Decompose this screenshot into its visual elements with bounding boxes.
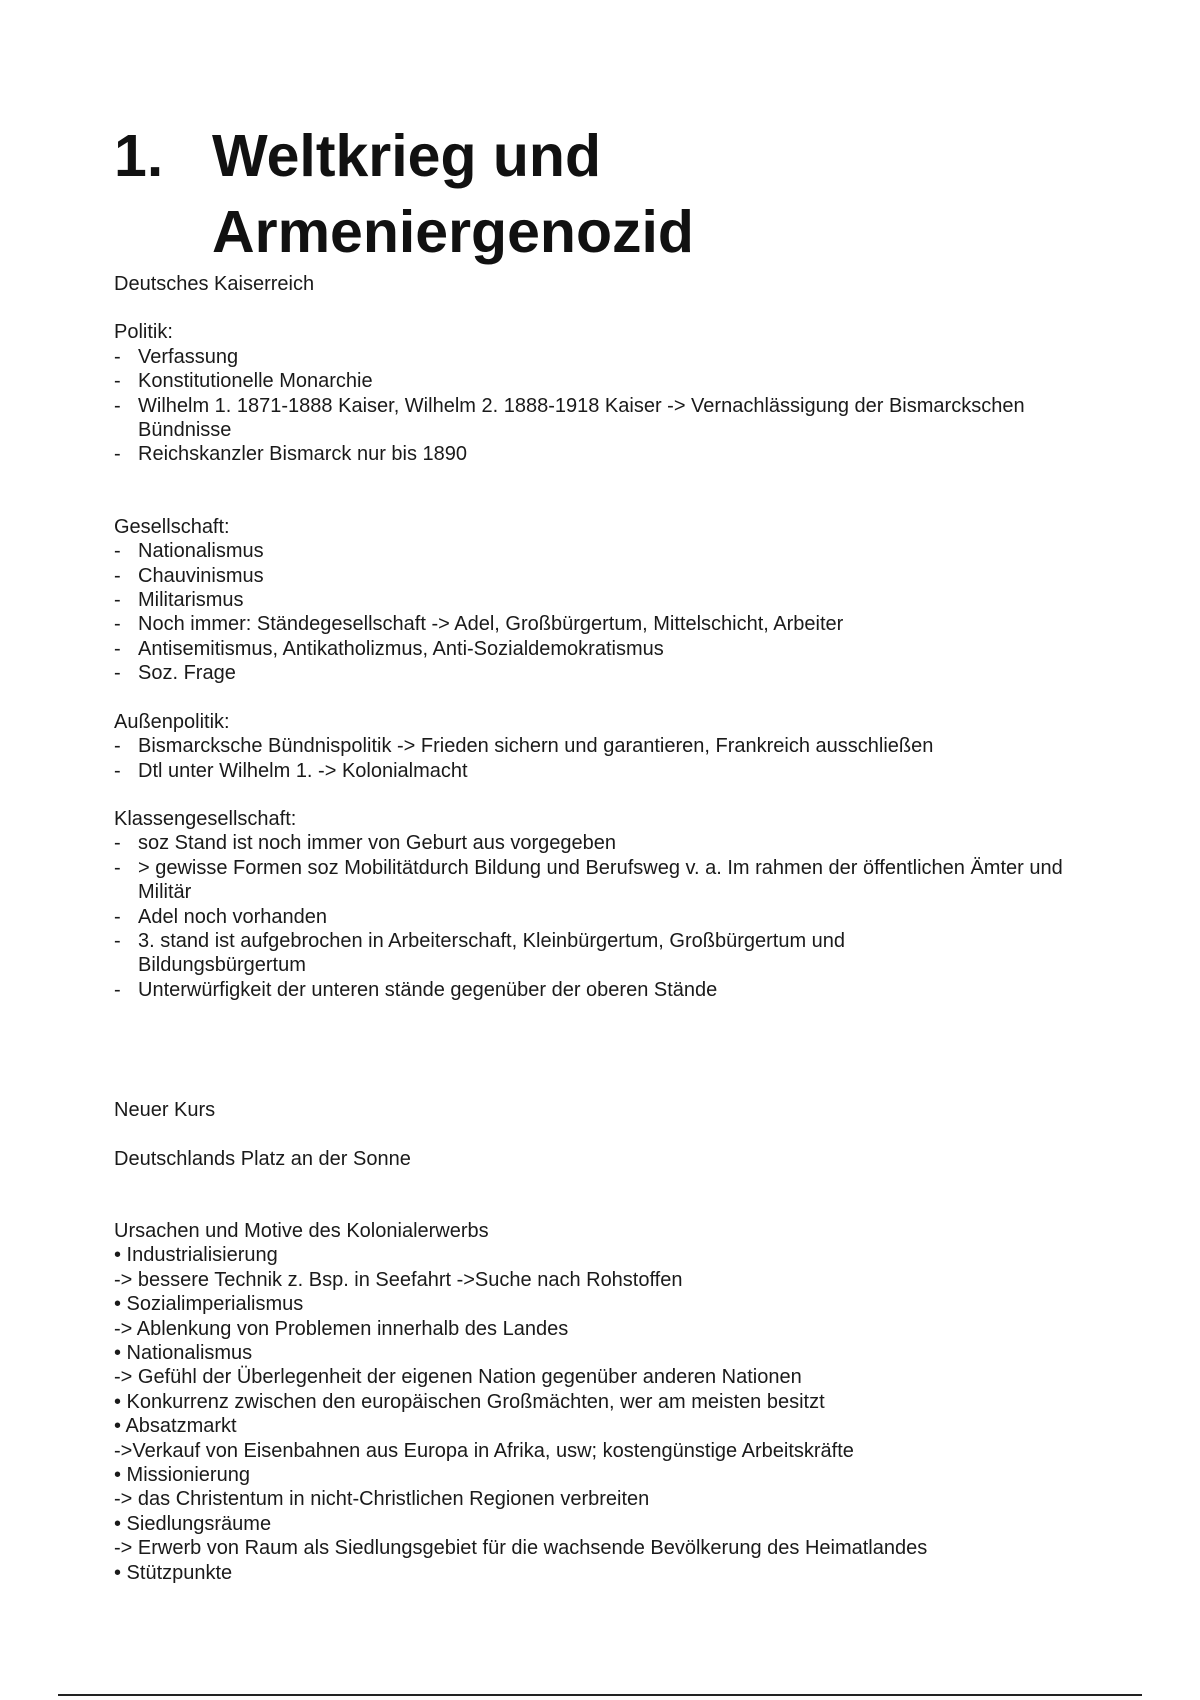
dash-mark: - — [114, 345, 121, 368]
dash-mark: - — [114, 905, 121, 928]
dash-mark: - — [114, 443, 121, 466]
dash-mark: - — [114, 832, 121, 855]
list-item: - 3. stand ist aufgebrochen in Arbeiterschaft, Kleinbürgertum, Großbürgertum und Bildungsbürgertum — [114, 929, 846, 977]
section-politik — [114, 320, 1114, 466]
bullet-list — [114, 539, 1114, 685]
cause-bullet: • Siedlungsräume — [114, 1512, 272, 1535]
dash-mark: - — [114, 589, 121, 612]
document-body — [114, 272, 1114, 1585]
list-item: - Nationalismus — [114, 540, 264, 563]
dash-mark: - — [114, 613, 121, 636]
title-line-2: Armeniergenozid — [212, 199, 694, 265]
cause-explanation: ->Verkauf von Eisenbahnen aus Europa in Afrika, usw; kostengünstige Arbeitskräfte — [114, 1439, 854, 1462]
cause-bullet: • Missionierung — [114, 1464, 250, 1487]
list-item: - Unterwürfigkeit der unteren stände gegenüber der oberen Stände — [114, 978, 718, 1001]
cause-bullet: • Nationalismus — [114, 1342, 253, 1364]
bullet-list — [114, 345, 1114, 467]
bottom-divider — [58, 1694, 1142, 1696]
list-item: - > gewisse Formen soz Mobilitätdurch Bildung und Berufsweg v. a. Im rahmen der öffentlichen Ämter und Militär — [114, 856, 1063, 904]
list-item: - Wilhelm 1. 1871-1888 Kaiser, Wilhelm 2. 1888-1918 Kaiser -> Vernachlässigung der Bismarckschen Bündnisse — [114, 394, 1025, 442]
page-title — [114, 118, 1114, 270]
cause-bullet: • Konkurrenz zwischen den europäischen Großmächten, wer am meisten besitzt — [114, 1390, 825, 1413]
dash-mark: - — [114, 978, 121, 1001]
dash-mark: - — [114, 856, 121, 879]
list-item: - Adel noch vorhanden — [114, 905, 328, 928]
cause-explanation: -> das Christentum in nicht-Christlichen Regionen verbreiten — [114, 1488, 650, 1511]
section-ursachen — [114, 1219, 1114, 1585]
dash-mark: - — [114, 370, 121, 393]
section-aussenpolitik — [114, 710, 1114, 783]
list-item: - Noch immer: Ständegesellschaft -> Adel, Großbürgertum, Mittelschicht, Arbeiter — [114, 613, 844, 636]
dash-mark: - — [114, 662, 121, 685]
cause-explanation: -> Ablenkung von Problemen innerhalb des Landes — [114, 1317, 569, 1340]
neuer-kurs-heading: Neuer Kurs — [114, 1099, 216, 1122]
dash-mark: - — [114, 540, 121, 563]
list-item: - Antisemitismus, Antikatholizmus, Anti-Sozialdemokratismus — [114, 637, 664, 660]
list-item: - Konstitutionelle Monarchie — [114, 370, 373, 393]
cause-bullet: • Sozialimperialismus — [114, 1293, 304, 1316]
dash-mark: - — [114, 759, 121, 782]
list-item: - Verfassung — [114, 345, 239, 368]
dash-mark: - — [114, 929, 121, 952]
section-heading: Klassengesellschaft: — [114, 807, 297, 830]
title-text — [212, 118, 1114, 270]
cause-bullet: • Stützpunkte — [114, 1561, 233, 1584]
dash-mark: - — [114, 735, 121, 758]
list-item: - Chauvinismus — [114, 564, 264, 587]
bullet-list — [114, 734, 1114, 783]
section-gesellschaft — [114, 515, 1114, 686]
document-page — [114, 118, 1114, 1585]
title-number: 1. — [114, 123, 164, 189]
dash-mark: - — [114, 564, 121, 587]
dash-mark: - — [114, 394, 121, 417]
list-item: - Reichskanzler Bismarck nur bis 1890 — [114, 443, 468, 466]
cause-bullet: • Absatzmarkt — [114, 1415, 237, 1438]
list-item: - Soz. Frage — [114, 662, 236, 685]
cause-explanation: -> Erwerb von Raum als Siedlungsgebiet für die wachsende Bevölkerung des Heimatlandes — [114, 1537, 928, 1560]
list-item: - Militarismus — [114, 589, 244, 612]
list-item: - Bismarcksche Bündnispolitik -> Frieden sichern und garantieren, Frankreich ausschließen — [114, 735, 934, 758]
cause-explanation: -> bessere Technik z. Bsp. in Seefahrt ->Suche nach Rohstoffen — [114, 1268, 683, 1291]
section-heading: Ursachen und Motive des Kolonialerwerbs — [114, 1219, 489, 1242]
section-heading: Gesellschaft: — [114, 515, 230, 538]
cause-bullet: • Industrialisierung — [114, 1244, 278, 1267]
section-heading: Politik: — [114, 321, 173, 344]
dash-mark: - — [114, 637, 121, 660]
platz-an-der-sonne-heading: Deutschlands Platz an der Sonne — [114, 1147, 411, 1170]
section-klassengesellschaft — [114, 807, 1114, 1002]
subtitle: Deutsches Kaiserreich — [114, 273, 315, 295]
cause-explanation: -> Gefühl der Überlegenheit der eigenen Nation gegenüber anderen Nationen — [114, 1366, 802, 1389]
section-heading: Außenpolitik: — [114, 710, 230, 733]
title-line-1: Weltkrieg und — [212, 123, 602, 189]
list-item: - soz Stand ist noch immer von Geburt aus vorgegeben — [114, 832, 617, 855]
list-item: - Dtl unter Wilhelm 1. -> Kolonialmacht — [114, 759, 468, 782]
bullet-list — [114, 831, 1114, 1002]
